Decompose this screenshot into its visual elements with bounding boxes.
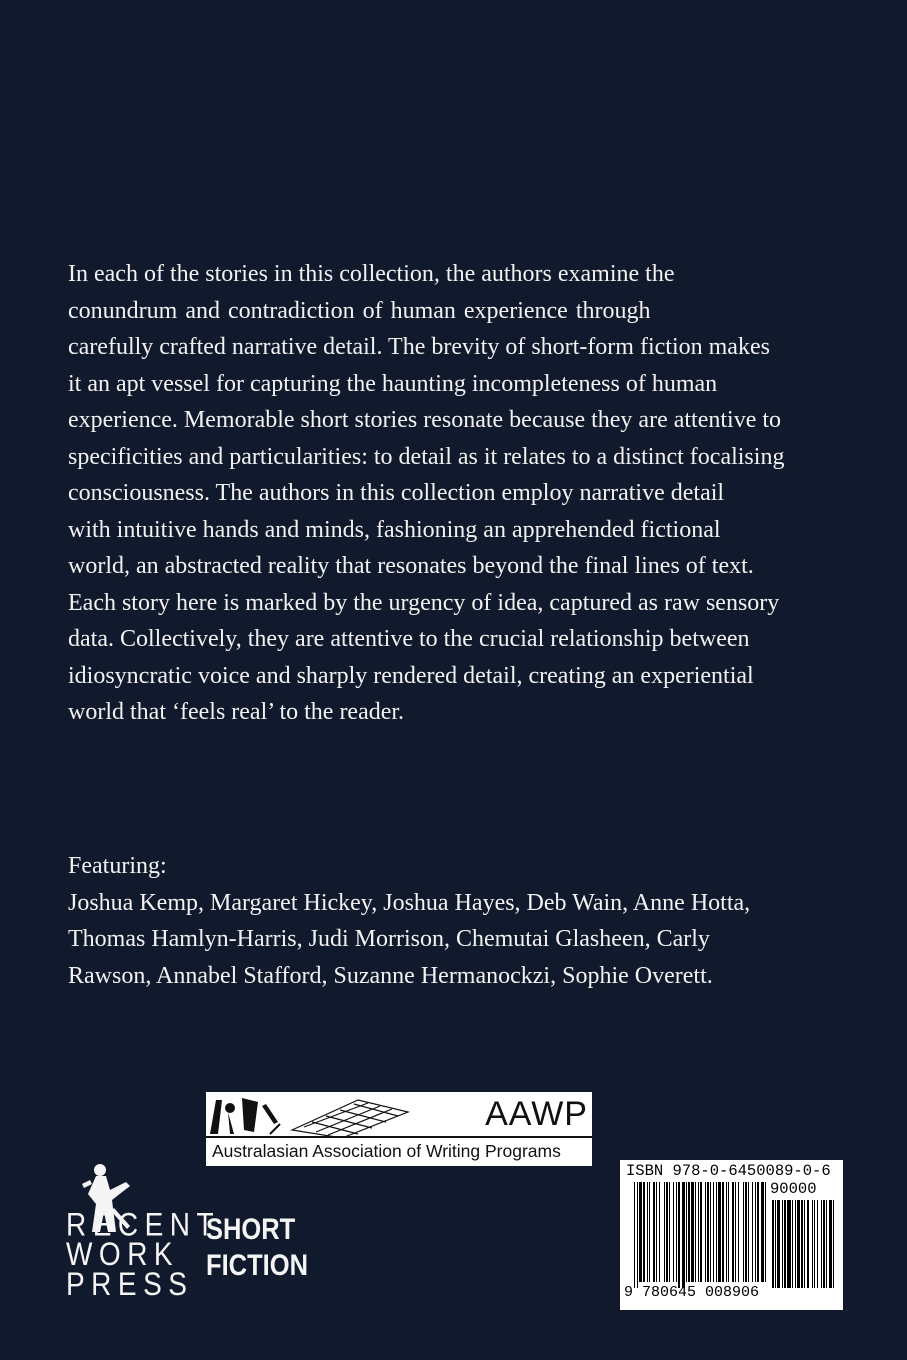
barcode-bar: [659, 1182, 660, 1282]
barcode-bar: [695, 1182, 696, 1282]
barcode-bar: [765, 1182, 766, 1282]
barcode-bar: [755, 1182, 756, 1282]
barcode-bar: [647, 1182, 648, 1282]
barcode-addon-bar: [829, 1200, 832, 1288]
blurb-line: it an apt vessel for capturing the haunting incompleteness of human: [68, 370, 718, 397]
barcode-bar: [653, 1182, 655, 1282]
blurb-line: consciousness. The authors in this collection employ narrative detail: [68, 480, 725, 506]
barcode-bar: [718, 1182, 721, 1282]
blurb-line: In each of the stories in this collection, the authors examine the: [68, 261, 675, 287]
barcode-bar: [757, 1182, 759, 1282]
isbn-label: ISBN 978-0-6450089-0-6: [626, 1162, 831, 1180]
featuring-section: [68, 848, 848, 994]
barcode-bar: [698, 1182, 699, 1282]
barcode-addon-bar: [833, 1200, 834, 1288]
barcode-addon-digits: 90000: [770, 1180, 817, 1198]
blurb-line: world that ‘feels real’ to the reader.: [68, 699, 405, 725]
barcode-bar: [707, 1182, 709, 1282]
barcode-addon-bar: [826, 1200, 827, 1288]
barcode-bar: [686, 1182, 687, 1282]
barcode-bar: [726, 1182, 727, 1282]
category-line: SHORT: [206, 1213, 296, 1246]
barcode-addon-bar: [821, 1200, 822, 1288]
barcode-bar: [656, 1182, 657, 1282]
publisher-name-line: WORK: [66, 1236, 180, 1273]
barcode-addon-bar: [801, 1200, 803, 1288]
barcode-addon-bar: [792, 1200, 793, 1288]
featuring-authors-line: Rawson, Annabel Stafford, Suzanne Hermanockzi, Sophie Overett.: [68, 962, 713, 989]
barcode-addon-bar: [795, 1200, 796, 1288]
barcode-addon-bar: [812, 1200, 813, 1288]
barcode-addon-bar: [777, 1200, 780, 1288]
barcode-bar: [752, 1182, 753, 1282]
barcode-bar: [634, 1182, 635, 1288]
publisher-name-line: PRESS: [66, 1266, 194, 1302]
barcode-bar: [676, 1182, 677, 1282]
isbn-barcode: [620, 1160, 843, 1310]
description-blurb: [68, 256, 838, 731]
barcode-addon-bar: [814, 1200, 815, 1288]
barcode-addon-bar: [823, 1200, 825, 1288]
barcode-bar: [649, 1182, 650, 1282]
barcode-bar: [700, 1182, 702, 1282]
blurb-line: world, an abstracted reality that resonates beyond the final lines of text.: [68, 553, 754, 579]
blurb-line: idiosyncratic voice and sharply rendered detail, creating an experiential: [68, 662, 754, 689]
blurb-line: specificities and particularities: to detail as it relates to a distinct focalising: [68, 443, 785, 470]
barcode-bar: [688, 1182, 690, 1282]
barcode-bar: [705, 1182, 706, 1282]
blurb-line: with intuitive hands and minds, fashioning an apprehended fictional: [68, 516, 721, 543]
barcode-bar: [748, 1182, 749, 1282]
barcode-addon-bar: [807, 1200, 809, 1288]
blurb-line: Each story here is marked by the urgency of idea, captured as raw sensory: [68, 589, 780, 616]
barcode-bar: [637, 1182, 638, 1288]
barcode-addon-bar: [784, 1200, 786, 1288]
blurb-line: data. Collectively, they are attentive to the crucial relationship between: [68, 626, 750, 652]
barcode-addon-bar: [804, 1200, 805, 1288]
barcode-bar: [761, 1182, 764, 1282]
barcode-digits: 9 780645 008906: [624, 1284, 760, 1301]
barcode-addon-bar: [782, 1200, 783, 1288]
aawp-full-name: Australasian Association of Writing Programs: [212, 1141, 561, 1161]
barcode-bar: [745, 1182, 747, 1282]
featuring-label: Featuring:: [68, 853, 167, 879]
publisher-name-line: RECENT: [66, 1206, 221, 1243]
blurb-line: carefully crafted narrative detail. The brevity of short-form fiction makes: [68, 334, 770, 360]
barcode-bar: [643, 1182, 645, 1282]
featuring-authors-line: Thomas Hamlyn-Harris, Judi Morrison, Chemutai Glasheen, Carly: [68, 926, 710, 952]
blurb-line: experience. Memorable short stories resonate because they are attentive to: [68, 407, 782, 433]
category-line: FICTION: [206, 1249, 308, 1282]
barcode-bar: [728, 1182, 729, 1282]
aawp-divider: [206, 1136, 592, 1138]
featuring-authors-line: Joshua Kemp, Margaret Hickey, Joshua Hayes, Deb Wain, Anne Hotta,: [68, 889, 751, 916]
barcode-bar: [743, 1182, 744, 1282]
barcode-bar: [713, 1182, 714, 1282]
aawp-logo-box: [206, 1092, 592, 1166]
barcode-bar: [678, 1182, 680, 1288]
barcode-bar: [691, 1182, 694, 1282]
publisher-name: [66, 1206, 221, 1302]
barcode-bar: [738, 1182, 739, 1282]
aawp-acronym: AAWP: [485, 1095, 588, 1133]
barcode-addon-bar: [775, 1200, 776, 1288]
barcode-bar: [732, 1182, 734, 1282]
category-label: [206, 1212, 308, 1284]
barcode-bar: [664, 1182, 665, 1282]
barcode-bar: [639, 1182, 642, 1282]
barcode-bar: [722, 1182, 724, 1282]
barcode-bar: [735, 1182, 736, 1282]
barcode-bar: [666, 1182, 668, 1282]
barcode-addon-bar: [797, 1200, 800, 1288]
barcode-addon-bar: [772, 1200, 774, 1288]
barcode-bar: [669, 1182, 670, 1282]
barcode-bar: [716, 1182, 717, 1282]
barcode-addon-bar: [817, 1200, 818, 1288]
barcode-bar: [710, 1182, 711, 1282]
writing-tools-keyboard-logo: [208, 1094, 438, 1138]
barcode-addon-bar: [787, 1200, 791, 1288]
barcode-bar: [682, 1182, 685, 1288]
blurb-line: conundrum and contradiction of human experience through: [68, 297, 651, 324]
barcode-bar: [673, 1182, 674, 1282]
